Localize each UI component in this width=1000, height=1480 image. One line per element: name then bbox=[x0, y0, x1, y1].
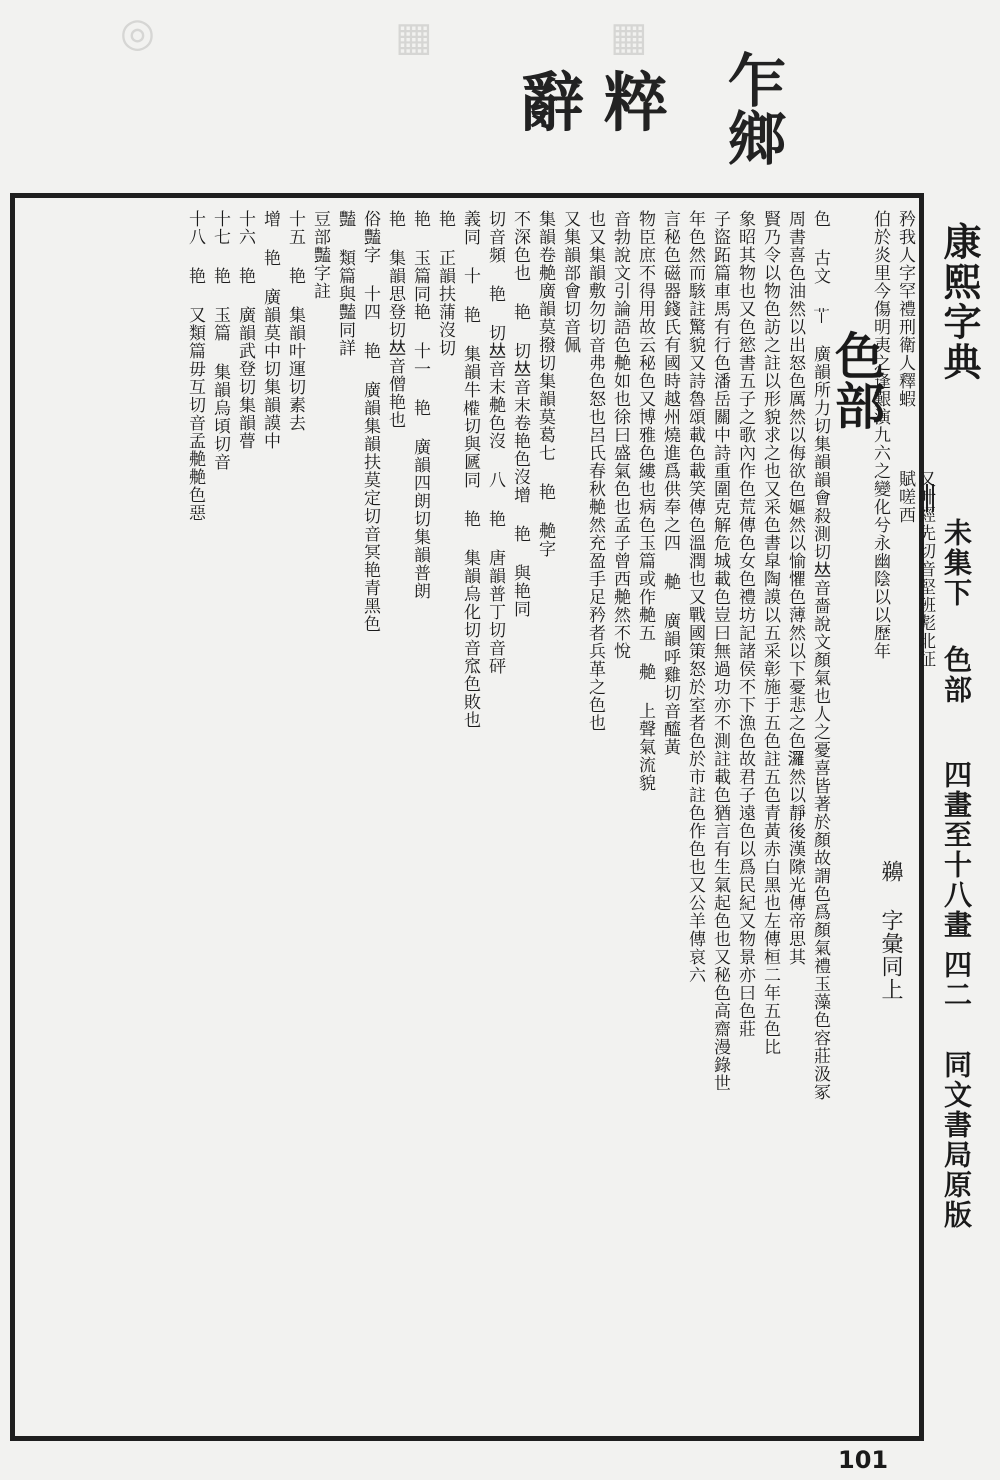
text-column-11: 言秘色磁器錢氏有國時越州燒進爲供奉之四 艴 廣韻呼雞切音醯黃 bbox=[660, 210, 680, 756]
text-column-25: 豆部豔字註 bbox=[310, 210, 330, 300]
text-column-3: 又叶經先切音堅班彪北征賦嗟西 bbox=[895, 470, 935, 668]
stroke-range: 四畫至十八畫 bbox=[940, 760, 973, 940]
seal-script-tail: 乍鄉 bbox=[718, 50, 786, 166]
text-column-23: 俗豔字 十四 艳 廣韻集韻扶莫定切音冥艳青黑色 bbox=[360, 210, 380, 633]
folio-number: 四二 bbox=[940, 950, 973, 1010]
dictionary-columns bbox=[20, 210, 935, 1436]
book-title: 康熙字典 bbox=[937, 222, 982, 382]
text-column-29: 十七 艳 玉篇 集韻烏頃切音 bbox=[210, 210, 230, 471]
text-column-1: 矜我人字罕禮刑衛人釋蝦 bbox=[895, 210, 915, 408]
text-column-17: 不深色也 艳 切𠀤音末卷艳色沒增 艳 與艳同 bbox=[510, 210, 530, 618]
text-column-13: 音勃說文引論語色艴如也徐曰盛氣色也孟子曾西艴然不悅 bbox=[610, 210, 630, 660]
text-column-10: 年色然而駭註驚貌又詩魯頌載色載笑傳色溫潤也又戰國策怒於室者色於市註色作色也又公羊傳哀六 bbox=[685, 210, 705, 984]
text-column-19: 義同 十 艳 集韻牛𣜁切與㔸同 艳 集韻烏化切音窊色敗也 bbox=[460, 210, 480, 729]
text-column-7: 賢乃令以物色訪之註以形貌求之也又采色書皐陶謨以五采彰施于五色註五色青黃赤白黑也左傳桓二年五色比 bbox=[760, 210, 780, 1056]
text-column-12: 物臣庶不得用故云秘色又博雅色縷也病色玉篇或作艴五 艴 上聲氣流貌 bbox=[635, 210, 655, 792]
seal-script-title: 辭粹 bbox=[520, 66, 688, 141]
text-column-2: 伯於炎里今傷明夷之逢艱演九六之變化兮永幽陰以以歷年 bbox=[870, 210, 890, 660]
text-column-15: 又集韻部會切音佩 bbox=[560, 210, 580, 354]
text-column-26: 十五 艳 集韻叶運切素去 bbox=[285, 210, 305, 432]
text-column-22: 艳 集韻思登切𠀤音僧艳也 bbox=[385, 210, 405, 429]
text-column-24: 豔 類篇與豔同詳 bbox=[335, 210, 355, 357]
text-column-6: 周書喜色油然以出怒色厲然以侮欲色嫗然以愉懼色薄然以下憂悲之色𤄷然以靜後漢𨻶光傳帝思其 bbox=[785, 210, 805, 966]
collection-label: 未集下 bbox=[940, 518, 973, 608]
radical-label: 色部 bbox=[940, 645, 973, 705]
text-column-30: 十八 艳 又類篇毋互切音孟艴艴色惡 bbox=[185, 210, 205, 522]
page-number: 101 bbox=[838, 1446, 889, 1474]
text-column-14: 也又集韻敷勿切音弗色怒也呂氏春秋艴然充盈手足矜者兵革之色也 bbox=[585, 210, 605, 732]
text-column-16: 集韻卷艴廣韻莫撥切集韻莫葛七 艳 艴字 bbox=[535, 210, 555, 558]
text-column-8: 象昭其物也又色慾書五子之歌內作色荒傳色女色禮坊記諸侯不下漁色故君子遠色以爲民紀又物景亦曰色莊 bbox=[735, 210, 755, 1038]
text-column-20: 艳 正韻扶蒲沒切 bbox=[435, 210, 455, 357]
text-column-5: 色 古文 𦫳 廣韻所力切集韻韻會殺測切𠀤音嗇說文顏氣也人之憂喜皆著於顏故謂色爲顏氣禮玉藻色容莊汲冢 bbox=[810, 210, 830, 1101]
text-column-18: 切音頻 艳 切𠀤音末艴色沒 八 艳 唐韻普丁切音砰 bbox=[485, 210, 505, 675]
text-column-28: 十六 艳 廣韻武登切集韻瞢 bbox=[235, 210, 255, 450]
text-column-27: 增 艳 廣韻莫中切集韻謨中 bbox=[260, 210, 280, 450]
publisher-label: 同文書局原版 bbox=[940, 1050, 973, 1230]
entry-head-column: 䶏 字彙同上 bbox=[878, 860, 903, 1001]
section-title: 色部 bbox=[827, 330, 886, 430]
top-margin: ◎ ▦ ▦ 辭粹 乍鄉 bbox=[0, 0, 1000, 190]
text-column-9: 子盜跖篇車馬有行色潘岳關中詩重圍克解危城載色豈曰無過功亦不測註載色猶言有生氣起色也又秘色高齋漫錄世 bbox=[710, 210, 730, 1092]
text-column-21: 艳 玉篇同艳 十一 艳 廣韻四朗切集韻普朗 bbox=[410, 210, 430, 600]
